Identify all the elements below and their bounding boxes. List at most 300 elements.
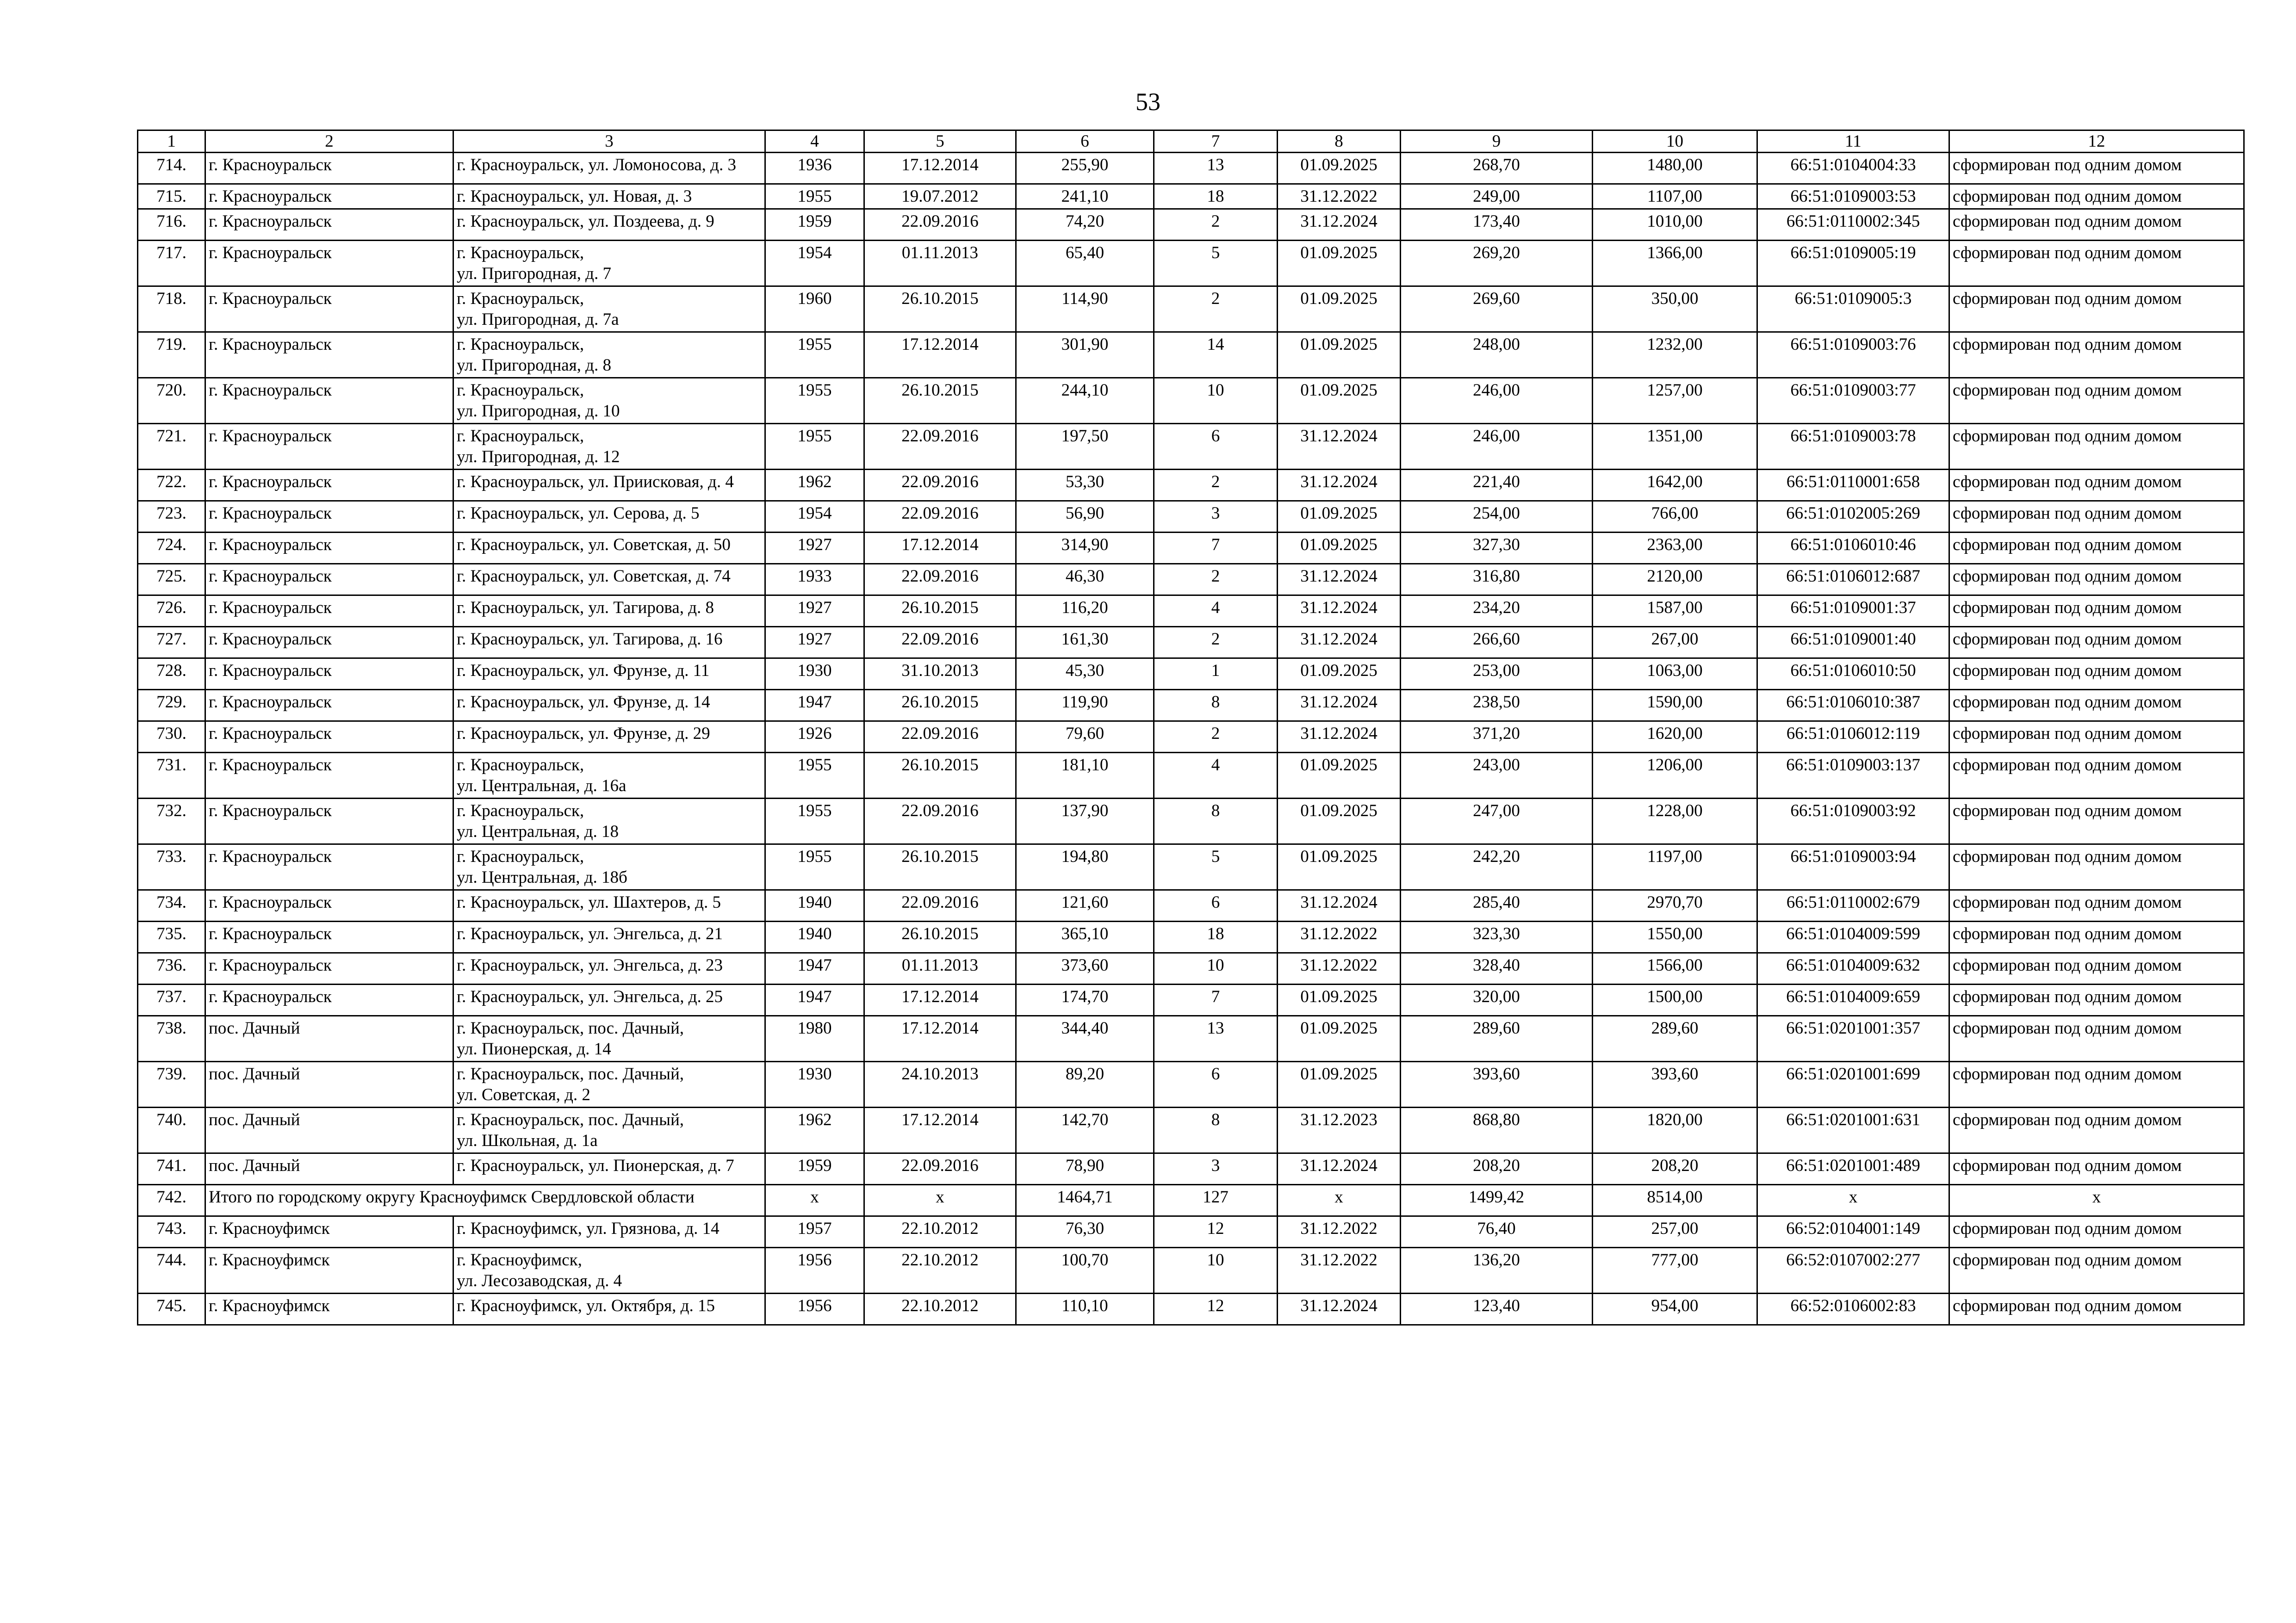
table-row	[138, 564, 2244, 595]
address-cell: г. Красноуральск, ул. Шахтеров, д. 5	[453, 890, 765, 922]
status-cell: сформирован под одним домом	[1949, 286, 2244, 332]
cadastral-number-cell: 66:51:0104009:632	[1757, 953, 1949, 985]
address-cell: г. Красноуфимск, ул. Лесозаводская, д. 4	[453, 1248, 765, 1294]
date-cell: 26.10.2015	[864, 690, 1016, 721]
count-cell: 4	[1154, 753, 1278, 799]
deadline-cell: х	[1278, 1185, 1401, 1216]
locality-cell: г. Красноуральск	[205, 241, 453, 286]
count-cell: 2	[1154, 721, 1278, 753]
deadline-cell: 31.12.2022	[1278, 1248, 1401, 1294]
locality-cell: г. Красноуральск	[205, 799, 453, 844]
count-cell: 8	[1154, 690, 1278, 721]
cadastral-number-cell: 66:51:0106010:50	[1757, 658, 1949, 690]
value10-cell: 766,00	[1593, 501, 1757, 533]
cadastral-number-cell: 66:51:0109003:92	[1757, 799, 1949, 844]
row-number-cell: 742.	[138, 1185, 205, 1216]
value10-cell: 1480,00	[1593, 153, 1757, 184]
column-header: 8	[1278, 130, 1401, 153]
address-cell: г. Красноуральск, пос. Дачный, ул. Советская, д. 2	[453, 1062, 765, 1108]
deadline-cell: 31.12.2022	[1278, 922, 1401, 953]
address-cell: г. Красноуральск, ул. Фрунзе, д. 29	[453, 721, 765, 753]
column-header: 1	[138, 130, 205, 153]
cadastral-number-cell: 66:51:0109003:94	[1757, 844, 1949, 890]
cadastral-number-cell: 66:51:0109003:137	[1757, 753, 1949, 799]
date-cell: 17.12.2014	[864, 1108, 1016, 1153]
row-number-cell: 738.	[138, 1016, 205, 1062]
area-cell: 344,40	[1016, 1016, 1154, 1062]
value9-cell: 123,40	[1401, 1294, 1593, 1325]
deadline-cell: 01.09.2025	[1278, 153, 1401, 184]
count-cell: 2	[1154, 564, 1278, 595]
date-cell: 26.10.2015	[864, 286, 1016, 332]
column-number-row	[138, 130, 2244, 153]
date-cell: 22.09.2016	[864, 1153, 1016, 1185]
status-cell: сформирован под одним домом	[1949, 890, 2244, 922]
year-cell: 1947	[765, 690, 864, 721]
locality-cell: г. Красноуральск	[205, 753, 453, 799]
status-cell: сформирован под одним домом	[1949, 378, 2244, 424]
status-cell: сформирован под одним домом	[1949, 799, 2244, 844]
area-cell: 142,70	[1016, 1108, 1154, 1153]
row-number-cell: 741.	[138, 1153, 205, 1185]
table-row	[138, 1108, 2244, 1153]
status-cell: сформирован под одним домом	[1949, 753, 2244, 799]
status-cell: сформирован под одним домом	[1949, 1248, 2244, 1294]
date-cell: 22.09.2016	[864, 564, 1016, 595]
count-cell: 8	[1154, 1108, 1278, 1153]
value10-cell: 267,00	[1593, 627, 1757, 658]
value9-cell: 246,00	[1401, 424, 1593, 470]
address-cell: г. Красноуральск, ул. Энгельса, д. 25	[453, 985, 765, 1016]
area-cell: 197,50	[1016, 424, 1154, 470]
year-cell: 1959	[765, 209, 864, 241]
cadastral-number-cell: 66:51:0109003:53	[1757, 184, 1949, 209]
year-cell: 1930	[765, 658, 864, 690]
table-row	[138, 922, 2244, 953]
address-cell: г. Красноуральск, ул. Пригородная, д. 7а	[453, 286, 765, 332]
deadline-cell: 31.12.2024	[1278, 1294, 1401, 1325]
locality-cell: г. Красноуральск	[205, 953, 453, 985]
year-cell: 1955	[765, 184, 864, 209]
column-header: 3	[453, 130, 765, 153]
locality-cell: г. Красноуральск	[205, 922, 453, 953]
row-number-cell: 724.	[138, 533, 205, 564]
value9-cell: 254,00	[1401, 501, 1593, 533]
year-cell: 1930	[765, 1062, 864, 1108]
locality-cell: г. Красноуральск	[205, 424, 453, 470]
year-cell: 1955	[765, 799, 864, 844]
status-cell: сформирован под одним домом	[1949, 470, 2244, 501]
locality-cell: пос. Дачный	[205, 1153, 453, 1185]
date-cell: х	[864, 1185, 1016, 1216]
date-cell: 17.12.2014	[864, 153, 1016, 184]
date-cell: 26.10.2015	[864, 753, 1016, 799]
area-cell: 1464,71	[1016, 1185, 1154, 1216]
column-header: 9	[1401, 130, 1593, 153]
row-number-cell: 732.	[138, 799, 205, 844]
value10-cell: 1587,00	[1593, 595, 1757, 627]
value10-cell: 777,00	[1593, 1248, 1757, 1294]
value10-cell: 1500,00	[1593, 985, 1757, 1016]
value9-cell: 327,30	[1401, 533, 1593, 564]
date-cell: 22.09.2016	[864, 470, 1016, 501]
value9-cell: 238,50	[1401, 690, 1593, 721]
count-cell: 8	[1154, 799, 1278, 844]
cadastral-number-cell: 66:51:0109003:77	[1757, 378, 1949, 424]
area-cell: 121,60	[1016, 890, 1154, 922]
year-cell: 1959	[765, 1153, 864, 1185]
status-cell: сформирован под одним домом	[1949, 922, 2244, 953]
deadline-cell: 01.09.2025	[1278, 799, 1401, 844]
cadastral-number-cell: 66:51:0109001:37	[1757, 595, 1949, 627]
area-cell: 56,90	[1016, 501, 1154, 533]
count-cell: 18	[1154, 184, 1278, 209]
page-number: 53	[1136, 88, 1160, 116]
address-cell: г. Красноуральск, пос. Дачный, ул. Пионерская, д. 14	[453, 1016, 765, 1062]
table-row	[138, 153, 2244, 184]
table-row	[138, 953, 2244, 985]
year-cell: 1936	[765, 153, 864, 184]
date-cell: 01.11.2013	[864, 953, 1016, 985]
count-cell: 10	[1154, 1248, 1278, 1294]
table-row	[138, 890, 2244, 922]
address-cell: г. Красноуральск, ул. Пригородная, д. 7	[453, 241, 765, 286]
address-cell: г. Красноуфимск, ул. Октября, д. 15	[453, 1294, 765, 1325]
address-cell: г. Красноуральск, ул. Фрунзе, д. 11	[453, 658, 765, 690]
area-cell: 373,60	[1016, 953, 1154, 985]
value9-cell: 173,40	[1401, 209, 1593, 241]
status-cell: сформирован под одним домом	[1949, 627, 2244, 658]
cadastral-number-cell: 66:51:0110002:345	[1757, 209, 1949, 241]
count-cell: 10	[1154, 378, 1278, 424]
deadline-cell: 31.12.2024	[1278, 1153, 1401, 1185]
deadline-cell: 01.09.2025	[1278, 286, 1401, 332]
value10-cell: 350,00	[1593, 286, 1757, 332]
value10-cell: 208,20	[1593, 1153, 1757, 1185]
locality-cell: г. Красноуральск	[205, 627, 453, 658]
cadastral-number-cell: 66:51:0110002:679	[1757, 890, 1949, 922]
date-cell: 17.12.2014	[864, 332, 1016, 378]
count-cell: 2	[1154, 470, 1278, 501]
value9-cell: 248,00	[1401, 332, 1593, 378]
status-cell: сформирован под одним домом	[1949, 564, 2244, 595]
area-cell: 365,10	[1016, 922, 1154, 953]
table-row	[138, 627, 2244, 658]
locality-cell: пос. Дачный	[205, 1062, 453, 1108]
status-cell: сформирован под одним домом	[1949, 1153, 2244, 1185]
address-cell: г. Красноуральск, ул. Энгельса, д. 21	[453, 922, 765, 953]
value10-cell: 1257,00	[1593, 378, 1757, 424]
column-header: 7	[1154, 130, 1278, 153]
value9-cell: 393,60	[1401, 1062, 1593, 1108]
year-cell: 1962	[765, 470, 864, 501]
status-cell: сформирован под одним домом	[1949, 844, 2244, 890]
count-cell: 7	[1154, 533, 1278, 564]
status-cell: сформирован под одним домом	[1949, 721, 2244, 753]
value10-cell: 1566,00	[1593, 953, 1757, 985]
table-row	[138, 1248, 2244, 1294]
column-header: 4	[765, 130, 864, 153]
locality-cell: пос. Дачный	[205, 1016, 453, 1062]
date-cell: 26.10.2015	[864, 844, 1016, 890]
table-row	[138, 1153, 2244, 1185]
deadline-cell: 31.12.2024	[1278, 564, 1401, 595]
date-cell: 17.12.2014	[864, 533, 1016, 564]
locality-cell: г. Красноуфимск	[205, 1248, 453, 1294]
table-body	[138, 130, 2244, 1325]
year-cell: 1954	[765, 241, 864, 286]
area-cell: 89,20	[1016, 1062, 1154, 1108]
locality-cell: г. Красноуральск	[205, 533, 453, 564]
cadastral-number-cell: 66:51:0104004:33	[1757, 153, 1949, 184]
count-cell: 1	[1154, 658, 1278, 690]
cadastral-number-cell: 66:52:0104001:149	[1757, 1216, 1949, 1248]
value9-cell: 136,20	[1401, 1248, 1593, 1294]
row-number-cell: 744.	[138, 1248, 205, 1294]
year-cell: 1957	[765, 1216, 864, 1248]
table-row	[138, 470, 2244, 501]
count-cell: 14	[1154, 332, 1278, 378]
value9-cell: 268,70	[1401, 153, 1593, 184]
value10-cell: 1351,00	[1593, 424, 1757, 470]
year-cell: 1955	[765, 332, 864, 378]
address-cell: г. Красноуфимск, ул. Грязнова, д. 14	[453, 1216, 765, 1248]
date-cell: 01.11.2013	[864, 241, 1016, 286]
address-cell: г. Красноуральск, ул. Пригородная, д. 8	[453, 332, 765, 378]
count-cell: 6	[1154, 424, 1278, 470]
row-number-cell: 739.	[138, 1062, 205, 1108]
date-cell: 31.10.2013	[864, 658, 1016, 690]
cadastral-number-cell: 66:52:0107002:277	[1757, 1248, 1949, 1294]
row-number-cell: 725.	[138, 564, 205, 595]
year-cell: 1955	[765, 844, 864, 890]
locality-cell: г. Красноуральск	[205, 332, 453, 378]
count-cell: 2	[1154, 209, 1278, 241]
status-cell: сформирован под одним домом	[1949, 1016, 2244, 1062]
date-cell: 26.10.2015	[864, 922, 1016, 953]
row-number-cell: 714.	[138, 153, 205, 184]
value9-cell: 243,00	[1401, 753, 1593, 799]
status-cell: сформирован под одним домом	[1949, 953, 2244, 985]
year-cell: 1933	[765, 564, 864, 595]
row-number-cell: 743.	[138, 1216, 205, 1248]
cadastral-number-cell: 66:52:0106002:83	[1757, 1294, 1949, 1325]
value10-cell: 289,60	[1593, 1016, 1757, 1062]
value9-cell: 253,00	[1401, 658, 1593, 690]
status-cell: сформирован под одним домом	[1949, 690, 2244, 721]
date-cell: 26.10.2015	[864, 378, 1016, 424]
column-header: 12	[1949, 130, 2244, 153]
deadline-cell: 01.09.2025	[1278, 753, 1401, 799]
deadline-cell: 01.09.2025	[1278, 1016, 1401, 1062]
locality-cell: г. Красноуфимск	[205, 1294, 453, 1325]
cadastral-number-cell: 66:51:0109005:3	[1757, 286, 1949, 332]
year-cell: 1940	[765, 922, 864, 953]
locality-cell: г. Красноуральск	[205, 595, 453, 627]
date-cell: 22.09.2016	[864, 799, 1016, 844]
cadastral-number-cell: 66:51:0106010:46	[1757, 533, 1949, 564]
area-cell: 114,90	[1016, 286, 1154, 332]
area-cell: 161,30	[1016, 627, 1154, 658]
count-cell: 4	[1154, 595, 1278, 627]
locality-cell: г. Красноуральск	[205, 658, 453, 690]
status-cell: сформирован под одним домом	[1949, 1216, 2244, 1248]
value10-cell: 1107,00	[1593, 184, 1757, 209]
table-row	[138, 1062, 2244, 1108]
count-cell: 18	[1154, 922, 1278, 953]
value10-cell: 2970,70	[1593, 890, 1757, 922]
status-cell: сформирован под одним домом	[1949, 985, 2244, 1016]
deadline-cell: 31.12.2024	[1278, 209, 1401, 241]
area-cell: 53,30	[1016, 470, 1154, 501]
date-cell: 22.09.2016	[864, 424, 1016, 470]
area-cell: 46,30	[1016, 564, 1154, 595]
address-cell: г. Красноуральск, ул. Центральная, д. 16а	[453, 753, 765, 799]
date-cell: 22.10.2012	[864, 1294, 1016, 1325]
date-cell: 22.09.2016	[864, 501, 1016, 533]
cadastral-number-cell: 66:51:0106010:387	[1757, 690, 1949, 721]
value9-cell: 249,00	[1401, 184, 1593, 209]
value10-cell: 954,00	[1593, 1294, 1757, 1325]
value9-cell: 269,60	[1401, 286, 1593, 332]
row-number-cell: 717.	[138, 241, 205, 286]
deadline-cell: 01.09.2025	[1278, 241, 1401, 286]
table-row	[138, 241, 2244, 286]
value9-cell: 323,30	[1401, 922, 1593, 953]
date-cell: 22.10.2012	[864, 1248, 1016, 1294]
area-cell: 194,80	[1016, 844, 1154, 890]
value9-cell: 285,40	[1401, 890, 1593, 922]
value10-cell: 1206,00	[1593, 753, 1757, 799]
value9-cell: 234,20	[1401, 595, 1593, 627]
value9-cell: 76,40	[1401, 1216, 1593, 1248]
deadline-cell: 01.09.2025	[1278, 658, 1401, 690]
date-cell: 24.10.2013	[864, 1062, 1016, 1108]
column-header: 11	[1757, 130, 1949, 153]
cadastral-number-cell: 66:51:0201001:489	[1757, 1153, 1949, 1185]
deadline-cell: 31.12.2024	[1278, 721, 1401, 753]
count-cell: 7	[1154, 985, 1278, 1016]
locality-cell: г. Красноуральск	[205, 501, 453, 533]
value10-cell: 1642,00	[1593, 470, 1757, 501]
locality-cell: г. Красноуральск	[205, 890, 453, 922]
row-number-cell: 720.	[138, 378, 205, 424]
area-cell: 181,10	[1016, 753, 1154, 799]
value9-cell: 247,00	[1401, 799, 1593, 844]
deadline-cell: 31.12.2024	[1278, 627, 1401, 658]
value10-cell: 1550,00	[1593, 922, 1757, 953]
value9-cell: 328,40	[1401, 953, 1593, 985]
area-cell: 65,40	[1016, 241, 1154, 286]
count-cell: 2	[1154, 286, 1278, 332]
locality-cell: г. Красноуральск	[205, 378, 453, 424]
date-cell: 26.10.2015	[864, 595, 1016, 627]
locality-cell: г. Красноуральск	[205, 184, 453, 209]
value10-cell: 257,00	[1593, 1216, 1757, 1248]
value9-cell: 316,80	[1401, 564, 1593, 595]
value10-cell: 1590,00	[1593, 690, 1757, 721]
value9-cell: 208,20	[1401, 1153, 1593, 1185]
deadline-cell: 01.09.2025	[1278, 844, 1401, 890]
cadastral-number-cell: 66:51:0109003:78	[1757, 424, 1949, 470]
cadastral-number-cell: х	[1757, 1185, 1949, 1216]
status-cell: сформирован под одним домом	[1949, 658, 2244, 690]
date-cell: 17.12.2014	[864, 985, 1016, 1016]
count-cell: 3	[1154, 501, 1278, 533]
count-cell: 5	[1154, 844, 1278, 890]
row-number-cell: 736.	[138, 953, 205, 985]
locality-cell: г. Красноуральск	[205, 153, 453, 184]
row-number-cell: 718.	[138, 286, 205, 332]
date-cell: 22.09.2016	[864, 627, 1016, 658]
locality-cell: пос. Дачный	[205, 1108, 453, 1153]
address-cell: г. Красноуральск, ул. Фрунзе, д. 14	[453, 690, 765, 721]
status-cell: сформирован под одним домом	[1949, 332, 2244, 378]
year-cell: 1947	[765, 953, 864, 985]
address-cell: г. Красноуральск, ул. Приисковая, д. 4	[453, 470, 765, 501]
count-cell: 2	[1154, 627, 1278, 658]
value10-cell: 8514,00	[1593, 1185, 1757, 1216]
date-cell: 22.09.2016	[864, 721, 1016, 753]
status-cell: х	[1949, 1185, 2244, 1216]
row-number-cell: 734.	[138, 890, 205, 922]
cadastral-number-cell: 66:51:0109001:40	[1757, 627, 1949, 658]
cadastral-number-cell: 66:51:0104009:659	[1757, 985, 1949, 1016]
cadastral-number-cell: 66:51:0201001:699	[1757, 1062, 1949, 1108]
area-cell: 110,10	[1016, 1294, 1154, 1325]
address-cell: г. Красноуральск, ул. Тагирова, д. 16	[453, 627, 765, 658]
row-number-cell: 733.	[138, 844, 205, 890]
row-number-cell: 722.	[138, 470, 205, 501]
value9-cell: 266,60	[1401, 627, 1593, 658]
locality-cell: г. Красноуральск	[205, 690, 453, 721]
value10-cell: 1366,00	[1593, 241, 1757, 286]
area-cell: 79,60	[1016, 721, 1154, 753]
count-cell: 6	[1154, 890, 1278, 922]
address-cell: г. Красноуральск, пос. Дачный, ул. Школьная, д. 1а	[453, 1108, 765, 1153]
column-header: 10	[1593, 130, 1757, 153]
date-cell: 22.09.2016	[864, 209, 1016, 241]
count-cell: 6	[1154, 1062, 1278, 1108]
table-row	[138, 985, 2244, 1016]
value10-cell: 2363,00	[1593, 533, 1757, 564]
table-row	[138, 184, 2244, 209]
year-cell: 1947	[765, 985, 864, 1016]
table-row	[138, 424, 2244, 470]
address-cell: г. Красноуральск, ул. Новая, д. 3	[453, 184, 765, 209]
value10-cell: 393,60	[1593, 1062, 1757, 1108]
table-row	[138, 690, 2244, 721]
status-cell: сформирован под одним домом	[1949, 241, 2244, 286]
year-cell: 1955	[765, 378, 864, 424]
deadline-cell: 31.12.2022	[1278, 1216, 1401, 1248]
value9-cell: 320,00	[1401, 985, 1593, 1016]
cadastral-number-cell: 66:51:0109003:76	[1757, 332, 1949, 378]
year-cell: 1962	[765, 1108, 864, 1153]
status-cell: сформирован под одним домом	[1949, 595, 2244, 627]
area-cell: 241,10	[1016, 184, 1154, 209]
row-number-cell: 735.	[138, 922, 205, 953]
deadline-cell: 31.12.2024	[1278, 890, 1401, 922]
status-cell: сформирован под одним домом	[1949, 1294, 2244, 1325]
value9-cell: 289,60	[1401, 1016, 1593, 1062]
year-cell: 1960	[765, 286, 864, 332]
table-row	[138, 844, 2244, 890]
count-cell: 13	[1154, 153, 1278, 184]
count-cell: 13	[1154, 1016, 1278, 1062]
table-row	[138, 332, 2244, 378]
row-number-cell: 719.	[138, 332, 205, 378]
